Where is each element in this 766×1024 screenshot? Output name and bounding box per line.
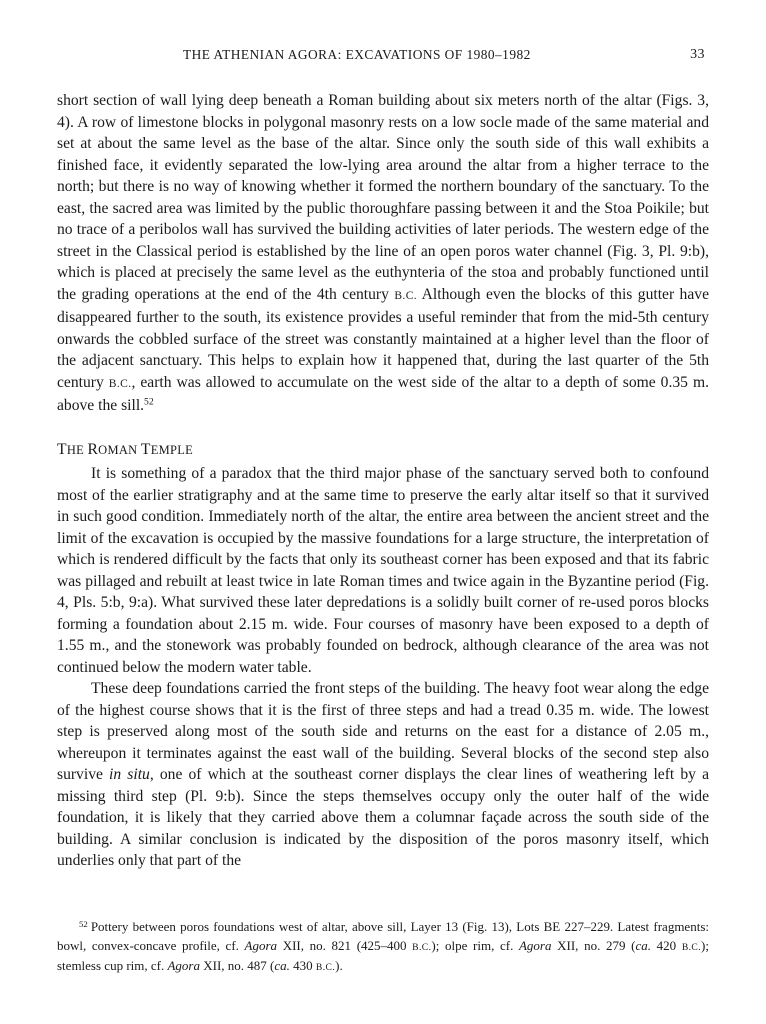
footnote [57,918,709,978]
italic-phrase: in situ [109,766,150,783]
paragraph-2: It is something of a paradox that the third major phase of the sanctuary served both to confound most of the earlier stratigraphy and at the same time to preserve the early altar itself so that it survived in such good condition. Immediately north of the altar, the entire area between the ancient street and the limit of the excavation is occupied by the massive foundations for a large structure, the interpretation of which is rendered difficult by the facts that only its southeast corner has been exposed and that its fabric was pillaged and rebuilt at least twice in late Roman times and twice again in the Byzantine period (Fig. 4, Pls. 5:b, 9:a). What survived these later depredations is a solidly built corner of re-used poros blocks forming a foundation about 2.15 m. wide. Four courses of masonry have been exposed to a depth of 1.55 m., and the stonework was probably founded on bedrock, although clearance of the area was not continued below the modern water table. [57,465,709,676]
running-head [57,47,709,73]
page [57,47,709,872]
paragraph-3 [57,678,709,872]
footnote-number: 52 [79,918,88,929]
paragraph-1 [57,90,709,417]
bc-abbrev: B.C. [394,289,418,302]
paragraph-3-text-a: These deep foundations carried the front steps of the building. The heavy foot wear along the edge of the highest course shows that it is the first of three steps and had a tread 0.35 m. wide. The lowest step is preserved along most of the south side and returns on the east for a distance of 2.05 m., whereupon it terminates against the east wall of the building. Several blocks of the second step also survive [57,680,709,783]
bc-abbrev: B.C. [108,377,132,390]
page-number: 33 [690,47,705,62]
paragraph-1-text-a: short section of wall lying deep beneath a Roman building about six meters north of the altar (Figs. 3, 4). A row of limestone blocks in polygonal masonry rests on a low socle made of the same material and set at about the same level as the base of the altar. Since only the south side of this wall exhibits a finished face, it evidently separated the low-lying area around the altar from a higher terrace to the north; but there is no way of knowing whether it formed the northern boundary of the sanctuary. To the east, the sacred area was limited by the public thoroughfare passing between it and the Stoa Poikile; but no trace of a peribolos wall has survived the building activities of later periods. The western edge of the street in the Classical period is established by the line of an open poros water channel (Fig. 3, Pl. 9:b), which is placed at precisely the same level as the euthynteria of the stoa and probably functioned until the grading operations at the end of the 4th century [57,92,709,303]
body-text [57,90,709,872]
running-title: THE ATHENIAN AGORA: EXCAVATIONS OF 1980–1982 [183,47,531,62]
paragraph-1-text-b: Although even the blocks of this gutter have disappeared further to the south, its existence provides a useful reminder that from the mid-5th century onwards the cobbled surface of the street was constantly maintained at a higher level than the floor of the adjacent sanctuary. This helps to explain how it happened that, during the last quarter of the 5th century [57,285,709,391]
paragraph-3-text-b: , one of which at the southeast corner displays the clear lines of weathering left by a missing third step (Pl. 9:b). Since the steps themselves occupy only the outer half of the wide foundation, it is likely that they carried above them a columnar façade across the south side of the building. A similar conclusion is indicated by the disposition of the poros masonry itself, which underlies only that part of the [57,766,710,869]
paragraph-1-text-c: , earth was allowed to accumulate on the west side of the altar to a depth of some 0.35 m. above the sill. [57,373,709,414]
section-heading: THE ROMAN TEMPLE [57,440,194,458]
footnote-reference[interactable]: 52 [144,396,154,408]
footnote-text: $^{52}$ Pottery between poros foundations west of altar, above sill, Layer 13 (Fig. 13), Lots BE 227–229. Latest fragments: bowl, convex-concave profile, cf. Agora XII, no. 821 (425–400 B.C.); olpe rim, cf. Agora XII, no. 279 (ca. 420 B.C.); stemless cup rim, cf. Agora XII, no. 487 (ca. 430 B.C.). [57,918,709,973]
